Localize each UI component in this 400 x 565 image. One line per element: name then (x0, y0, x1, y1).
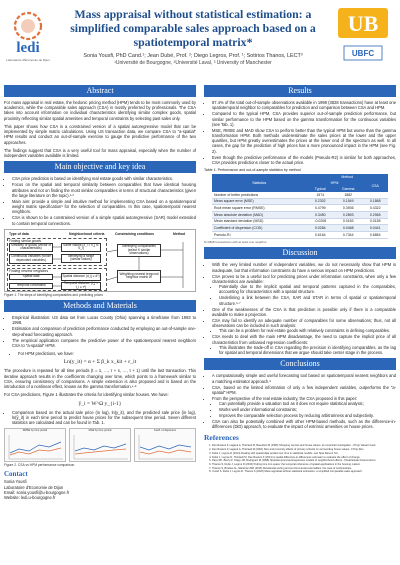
list-item: • Compared to the typical HPM, CSA provides superior out-of-sample prediction performance, but similar performance to the HPM based on the gamma transformation for the continuous variables (see Tab. 1). (212, 111, 396, 127)
contact-name: Sonia Yousfi (4, 479, 27, 485)
title-block (54, 8, 332, 66)
list-item: • This can be a problem for real estate goods with relatively constraints in defining comparables. (219, 328, 396, 333)
list-item: • Underlining a link between the CSA, SAR and STAR in terms of spatial or spatiotemporal structure.⁶·⁷ (219, 295, 396, 305)
list-item: • Empirical illustration: US data set from Lucas County (Ohio) spanning a timeframe from 1993 to 1998. (12, 315, 196, 325)
ub-logo-text: UB (347, 11, 379, 36)
fig1-box-identify-comparables: Identifying comparables (select K similar observations) (117, 244, 161, 257)
list-item: 5. Pace RK, Barry R, Clapp JM, Rodriguez M (1998) Spatiotemporal autoregressive models of neighborhood effects. J Real Estate Finance Econ. (212, 459, 396, 462)
list-item: • Can potentially provide a valuation tool as it does not require statistical analysis; (219, 401, 396, 406)
list-item: • CSA is shown to be a constrained version of a simple spatial autoregressive (SAR) model extended to contain temporal connections. (12, 215, 196, 225)
references-heading: References (204, 432, 239, 442)
conclusions-heading: Conclusions (204, 358, 396, 370)
list-item: • CSA may fail to identify an adequate number of comparables for some observations; thus, not all observations can be included in such analysis: • This can be a problem for real estate goods with relatively constraints in defining comparables. (212, 318, 396, 334)
fig1-box-spatial-data: Spatial data (9, 274, 53, 280)
table-row: Coefficient of dispersion (COD) 0.0284 0.0468 0.0441 (212, 225, 388, 232)
fig1-box-similarity: Similarity of goods (vector of characteristics) (10, 242, 52, 251)
list-item: • Comparison based on the actual sale price (in log), ln(y_it), and the predicted sale price (in log), ln(ŷ_it) in each time period to predict house prices for the subsequent time period. Seven different statistics are calculated and can be found in Tab. 1. (12, 410, 196, 426)
list-item: • One of the weaknesses of the CSA is that prediction is possible only if there is a comparable available to make a projection. (212, 307, 396, 317)
list-item: • Potentially due to the implicit spatial and temporal patterns captured in the comparables, accounting for characteristics with a spatial structure. (219, 284, 396, 294)
list-item: • CSA, based on the limited information of only a few independent variables, outperforms the "a-spatial" HPM. (212, 385, 396, 395)
fig1-box-weighting: Weighting nearest temporal neighbor matrix W (117, 270, 161, 283)
figure-1-caption: Figure 1. The steps of identifying comparables and predicting prices (4, 292, 103, 297)
fig2-plot-3 (134, 428, 196, 462)
list-item: • This illustrates the trade-off in CSA regarding the precision in identifying comparables, as the lag for spatial and temporal dimensions that we argue should take center stage in the process. (219, 345, 396, 355)
poster-header (0, 0, 400, 80)
fig2-plot-3-title: Coeff. of dispersion (153, 429, 177, 433)
results-table (212, 174, 388, 239)
discussion-heading: Discussion (204, 247, 396, 259)
list-item: • A computationally simple and useful forecasting tool based on spatiotemporal nearest neighbors and a matching estimator approach.⁸ (212, 373, 396, 383)
references-list (204, 444, 396, 473)
table-header-csa: CSA (362, 180, 388, 192)
abstract-p1: For mass appraisal in real estate, the hedonic pricing method (HPM) tends to be most commonly used by academics, while the comparable sales approach (CSA) is mostly preferred by professionals. The CSA takes into account information on individual characteristics identifying similar complex goods, spatial proximity reflecting similar spatial amenities and temporal constraints by selecting past sales only. (4, 100, 196, 121)
list-item: • CSA can also be potentially combined with other HPM-based methods, such as the difference-in-differences (DiD) approach, to evaluate the impact of extrinsic amenities on house prices. (212, 419, 396, 429)
table-row: Mean absolute deviation (MAD) 0.3450 0.2893 0.2965 (212, 211, 388, 218)
authors: Sonia Yousfi, PhD Cand.¹; Jean Dubé, Prof. ²; Diego Legros, Prof. ¹; Sotirios Thanos, LECT³ (83, 52, 303, 59)
fig1-sub-similar: Finding similar goods (9, 238, 42, 243)
table-header-hpm: HPM (307, 180, 363, 186)
list-item: 1. Des Rosiers F, Lagana A, Thériault M, Beaudoin M (1996) Shopping centres and house values: an empirical investigation. J Prop Valuat Invest. (212, 444, 396, 447)
list-item: 2. Des Rosiers F, Lagana A, Thériault M (2001) Size and proximity effects of primary schools on surrounding house values. J Prop Res. (212, 448, 396, 451)
contact-email[interactable]: Email: sonia.yousfi@u-bourgogne.fr (4, 489, 70, 495)
abstract-heading: Abstract (4, 85, 196, 97)
table-header-stat: Statistics (212, 174, 307, 192)
list-item: • Improves the comparable selection process by reducing arbitrariness and subjectivity. (219, 413, 396, 418)
fig2-plot-1 (4, 428, 66, 462)
list-item: 7. Thanos S, Bristow AL, Wardman MR (2015) Residential sorting and environmental externalities: the case of nonlinearities. (212, 467, 396, 470)
objectives-list (4, 176, 196, 226)
table-note: N=3828 transactions with at least one neighbor (204, 239, 267, 244)
figure-2 (4, 428, 196, 462)
poster-title: Mass appraisal without statistical estimation: a simplified comparable sales approach based on a spatiotemporal matrix* (70, 7, 316, 49)
conclusions-list (204, 373, 396, 429)
table-row: Mean standard deviation (MSD) -0.0208 0.0183 0.0155 (212, 218, 388, 225)
fig2-plot-2-title: MAE by time period (88, 429, 112, 433)
fig1-box-temporal: Temporal constraints (9, 283, 53, 289)
list-item: • Estimation and comparison of prediction performance conducted by employing an out-of-sample one-step-ahead forecasting approach. (12, 326, 196, 336)
fig2-plot-2 (69, 428, 131, 462)
list-item: • From the perspective of the real estate industry, the CSA proposed in this paper: • Can potentially provide a valuation tool as it does not require statistical analysis; • Works well under informational constraints; • Improves the comparable selection process by reducing arbitrariness and subjectivity. (212, 396, 396, 419)
methods-p2: For CSA predictions, Figure 1 illustrates the criteria for identifying similar houses. We have: (4, 392, 169, 398)
table-caption: Table 1. Performance and out-of-sample statistics by method (204, 168, 301, 173)
fig1-arrows (5, 230, 197, 293)
table-row: Root mean square error (RMSE) 0.4799 0.3936 0.4322 (212, 205, 388, 212)
ub-logo (330, 4, 396, 76)
table-header-typical: Typical (307, 186, 334, 192)
fig1-box-continuous: Continuous variables (whole dependent variables) (10, 254, 52, 262)
fig1-box-temporal-distance: Temporal distance (t_j < t_i ≤ τ*) (61, 282, 101, 290)
fig1-sub-neighbors: Finding nearest neighbors (9, 268, 49, 273)
figure-1 (4, 229, 196, 292)
fig2-plot-3-lines (135, 433, 195, 461)
contact-heading: Contact (4, 470, 28, 479)
list-item: 4. Dubé J, Legros D, Thériault M, Des Rosiers F (2014) A spatial difference-in-differences estimator to evaluate the effect of change. (212, 456, 396, 459)
methods-list-2 (4, 410, 196, 426)
fig1-box-same-values: Same values (x_i = x_j ∈ S_i) (61, 243, 101, 252)
list-item: 6. Thanos S, Dubé J, Legros D (2016) Putting time into space: the temporal coherence of spatial applications in the housing market. (212, 463, 396, 466)
list-item: • Even though the predictive performance of the models (Pseudo-R2) is similar for both approaches, CSA provides predictions closer to the actual price. (212, 155, 396, 165)
table-row: Mean square error (MSE) 0.2302 0.1549 0.1868 (212, 198, 388, 205)
list-item: • MSE, RMSE and MAD show CSA to perform better than the typical HPM but worse than the gamma transformation HPM. Both methods underestimate the sales prices at the lower and the upper quartiles, but HPM greatly overestimates the prices at the lower end of the spectrum as well. In all cases, the gap for the prediction of high prices has a more pronounced impact in the HPM (see Fig. 2). (212, 128, 396, 154)
list-item: • Main aim: provide a simple and intuitive method for implementing CSA based on a spatiotemporal weight matrix specification³ for the selection of comparables. In this case, spatiotemporal nearest neighbors. (12, 199, 196, 215)
fig1-box-range: Identifying a range (similar values) (61, 254, 101, 263)
fig1-label-constraints: Constraining conditions (115, 231, 154, 236)
fig1-label-method: Method (173, 231, 186, 236)
table-header-gamma: Gamma (334, 186, 362, 192)
fig2-plot-1-title: RMSE by time period (22, 429, 48, 433)
abstract-p2: This paper shows how CSA is a constrained version of a spatial autoregressive model that can be implemented by simple matrix calculations. Using US transaction data, we compare CSA to "a-spatial" HPM results and conduct an out-of-sample exercise to gauge the predictive performance of the two approaches. (4, 123, 196, 145)
methods-sublist (4, 351, 196, 356)
formula-csa: ŷ_i = W^Ω y_{i-1} (78, 400, 122, 407)
list-item: • For HPM predictions, we have: (18, 351, 196, 356)
list-item: • CSA proves to be a useful tool for predicting prices under information constraints, when only a few characteristics are available: • Potentially due to the implicit spatial and temporal patterns captured in the comparables, accounting for characteristics with a spatial structure. • Underlining a link between the CSA, SAR and STAR in terms of spatial or spatiotemporal structure.⁶·⁷ (212, 274, 396, 306)
objectives-heading: Main objective and key idea (4, 161, 196, 173)
abstract-p3: The findings suggest that CSA is a very useful tool for mass appraisal, especially when the number of independent variables available is limited. (4, 147, 196, 159)
table-row: Number of better predictions 1574 1882 (212, 192, 388, 198)
formula-hpm: Ln(y_it) = α + Σ β_k x_kit + ε_it (63, 359, 137, 366)
methods-list (4, 315, 196, 348)
list-item: 8. Yousfi S, Dubé J, Legros D, Thanos S (2020) Mass appraisal without statistical estimation: a simplified comparable sales approach. (212, 470, 396, 473)
ledi-logo-text: ledi (16, 40, 40, 56)
list-item: • CSA needs to deal with the main HPM disadvantage, the need to capture the implicit price of all characteristics from unbiased regression coefficients: • This illustrates the trade-off in CSA regarding the precision in identifying comparables, as the lag for spatial and temporal dimensions that we argue should take center stage in the process. (212, 334, 396, 355)
left-column (4, 85, 196, 500)
fig2-plot-1-lines (5, 433, 65, 461)
results-list (204, 100, 396, 165)
list-item: 3. Dubé J, Legros D (2014) Dealing with spatial data pooled over time in statistical models. Lett Spat Resour Sci. (212, 452, 396, 455)
list-item: • The empirical application compares the predictive power of the spatiotemporal nearest neighbors CSA to "a-spatial" HPM. (12, 338, 196, 348)
contact-block (4, 470, 196, 500)
fig1-label-criteria: Neighborhood criteria (69, 231, 105, 236)
fig2-plot-2-lines (70, 433, 130, 461)
methods-p1: The procedure is repeated for all time periods (t = 1, …, τ + s, …, τ + 1) until the last transaction. This iterative approach results in the coefficients changing over time, which points to a framework similar to CSA, ensuring consistency of comparisons. A simple extension is also proposed and is based on the introduction of a nonlinear effect, known as the gamma transformation.⁴·⁵ (4, 368, 196, 390)
discussion-list (204, 262, 396, 355)
list-item: • With the very limited number of independent variables, we do not necessarily show that HPM is inadequate, but that information constraints do have a serious impact on HPM predictions. (212, 262, 396, 272)
affiliations: ¹Université de Bourgogne, ²Université Laval, ³ University of Manchester (114, 59, 272, 66)
ledi-logo (5, 6, 51, 72)
ledi-logo-sub: Laboratoire d'Économie de Dijon (6, 58, 50, 62)
list-item: • CSA price prediction is based on identifying real estate goods with similar characteristics. (12, 176, 196, 181)
list-item: • Focus on the spatial and temporal similarity between comparables that have identical housing attributes and not on finding the most similar comparables in terms of structural characteristics (given the large literature on the topic).¹·² (12, 182, 196, 198)
fig1-box-spatial-distance: Spatial distance (d_ij ≤ d*) (61, 273, 101, 281)
right-column (204, 85, 396, 474)
list-item: • Works well under informational constraints; (219, 407, 396, 412)
methods-heading: Methods and Materials (4, 300, 196, 312)
figure-2-caption: Figure 2. CSA vs HPM performance comparison (4, 463, 75, 468)
fig1-label-type: Type of data (9, 231, 29, 236)
results-heading: Results (204, 85, 396, 97)
table-row: Pseudo-R² 0.6164 0.7344 0.6854 (212, 231, 388, 238)
contact-website[interactable]: Website: ledi.u-bourgogne.fr (4, 495, 56, 501)
table-header-method: Method (307, 174, 388, 180)
list-item: • 87.4% of the total out-of-sample observations available in 1998 (3828 transactions) have at least one spatiotemporal neighbor to comparables for prediction and comparison between CSA and HPM. (212, 100, 396, 110)
ubfc-logo-text: UBFC (351, 49, 375, 58)
contact-lab: Laboratoire d'Economie de Dijon (4, 484, 64, 490)
